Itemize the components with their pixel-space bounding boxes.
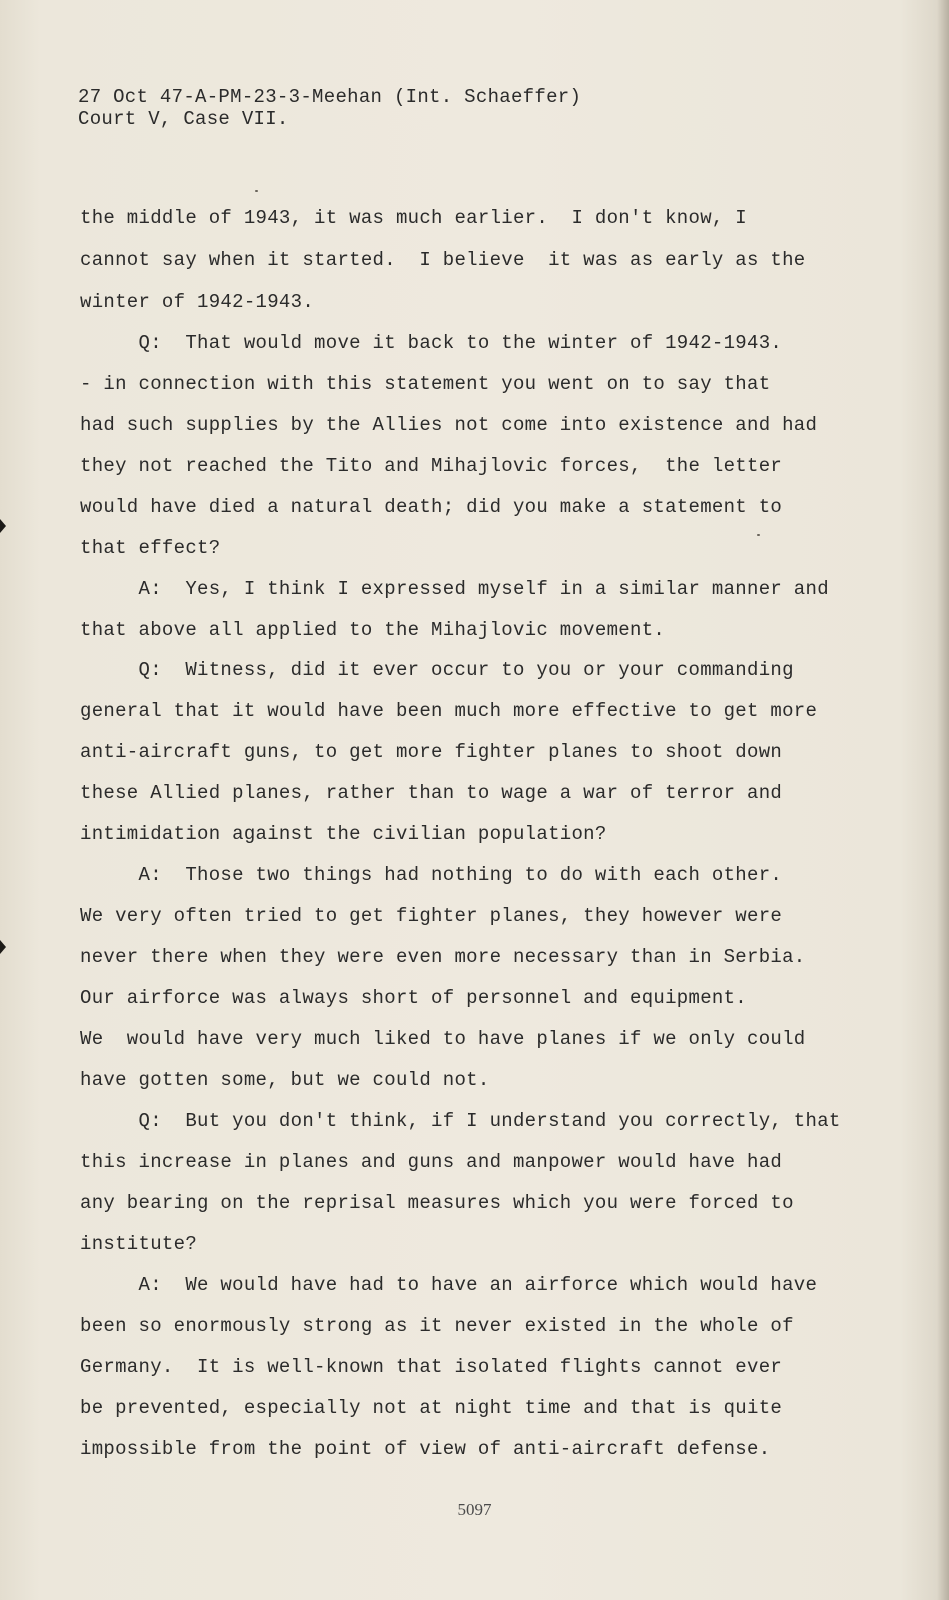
- text-line: they not reached the Tito and Mihajlovic forces, the letter: [80, 455, 783, 477]
- text-line: We would have very much liked to have planes if we only could: [80, 1028, 806, 1050]
- text-line: had such supplies by the Allies not come into existence and had: [80, 414, 818, 436]
- text-line: any bearing on the reprisal measures which you were forced to: [80, 1192, 794, 1214]
- text-line: these Allied planes, rather than to wage a war of terror and: [80, 782, 783, 804]
- margin-punch-mark: [0, 940, 6, 954]
- text-line: have gotten some, but we could not.: [80, 1069, 490, 1091]
- header-line-2: Court V, Case VII.: [78, 108, 289, 130]
- text-line: been so enormously strong as it never existed in the whole of: [80, 1315, 794, 1337]
- text-line: A: Those two things had nothing to do with each other.: [80, 864, 783, 886]
- text-line: intimidation against the civilian population?: [80, 823, 607, 845]
- text-line: that effect?: [80, 537, 221, 559]
- text-line: anti-aircraft guns, to get more fighter planes to shoot down: [80, 741, 783, 763]
- page-number: 5097: [457, 1500, 492, 1519]
- text-line: Q: That would move it back to the winter of 1942-1943.: [80, 332, 783, 354]
- text-line: general that it would have been much more effective to get more: [80, 700, 818, 722]
- text-line: Germany. It is well-known that isolated flights cannot ever: [80, 1356, 783, 1378]
- text-line: this increase in planes and guns and manpower would have had: [80, 1151, 783, 1173]
- paper-speck: [757, 534, 760, 536]
- text-line: - in connection with this statement you went on to say that: [80, 373, 771, 395]
- header-line-1: 27 Oct 47-A-PM-23-3-Meehan (Int. Schaeffer): [78, 86, 582, 108]
- paper-speck: [255, 190, 258, 192]
- text-line: Q: But you don't think, if I understand you correctly, that: [80, 1110, 841, 1132]
- text-line: cannot say when it started. I believe it was as early as the: [80, 249, 806, 271]
- text-line: institute?: [80, 1233, 198, 1255]
- margin-punch-mark: [0, 519, 6, 533]
- text-line: A: Yes, I think I expressed myself in a similar manner and: [80, 578, 829, 600]
- text-line: would have died a natural death; did you make a statement to: [80, 496, 783, 518]
- text-line: A: We would have had to have an airforce which would have: [80, 1274, 818, 1296]
- text-line: be prevented, especially not at night time and that is quite: [80, 1397, 783, 1419]
- text-line: never there when they were even more necessary than in Serbia.: [80, 946, 806, 968]
- page-edge-shadow: [937, 0, 949, 1600]
- text-line: We very often tried to get fighter planes, they however were: [80, 905, 783, 927]
- text-line: winter of 1942-1943.: [80, 291, 315, 313]
- text-line: Q: Witness, did it ever occur to you or your commanding: [80, 659, 794, 681]
- text-line: the middle of 1943, it was much earlier. I don't know, I: [80, 207, 748, 229]
- text-line: Our airforce was always short of personnel and equipment.: [80, 987, 748, 1009]
- text-line: that above all applied to the Mihajlovic movement.: [80, 619, 666, 641]
- text-line: impossible from the point of view of anti-aircraft defense.: [80, 1438, 771, 1460]
